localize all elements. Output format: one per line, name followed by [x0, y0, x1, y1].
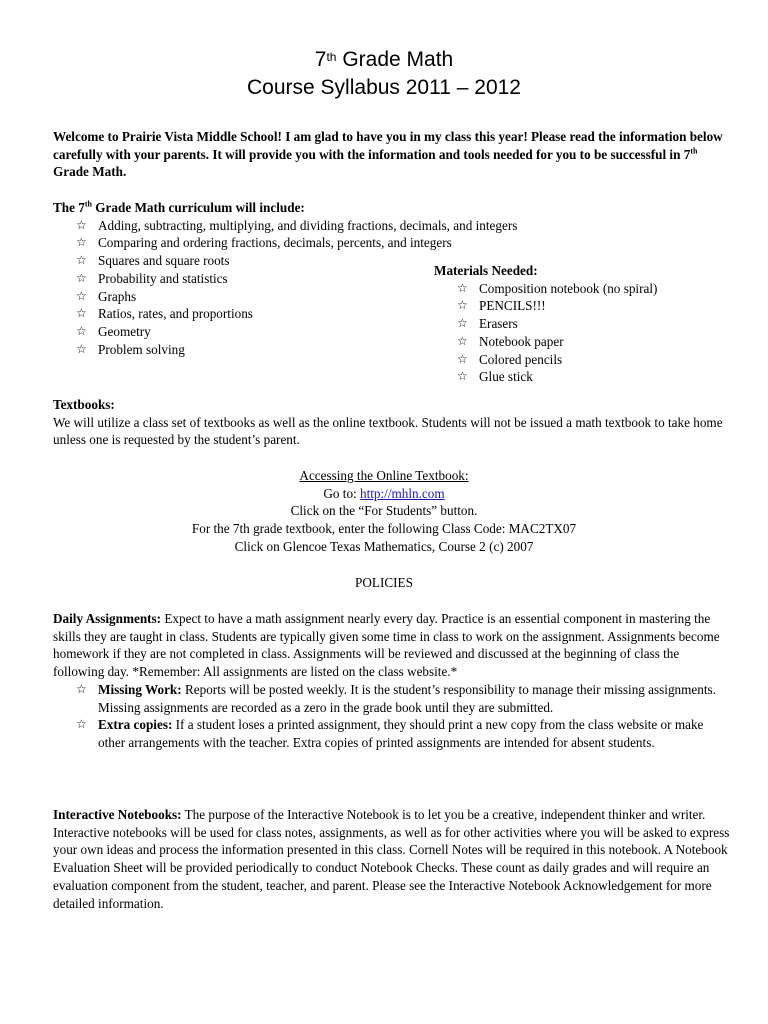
list-item-text: Glue stick [479, 369, 533, 385]
page-title [0, 47, 768, 73]
list-item [434, 280, 734, 298]
extra-copies-label: Extra copies: [98, 717, 173, 733]
online-heading: Accessing the Online Textbook: [299, 468, 469, 483]
policies-sublist [53, 681, 733, 752]
missing-work-text: Reports will be posted weekly. It is the student’s responsibility to manage their missing assignments. Missing assignments are recorded as a zero in the grade book until they are submitted. [98, 681, 716, 715]
online-step-students: Click on the “For Students” button. [290, 503, 478, 519]
list-item-text: PENCILS!!! [479, 298, 546, 314]
page-subtitle: Course Syllabus 2011 – 2012 [247, 76, 521, 99]
list-item [434, 351, 734, 369]
online-step-course: Click on Glencoe Texas Mathematics, Course 2 (c) 2007 [234, 538, 534, 554]
list-item-text: Squares and square roots [98, 253, 230, 269]
star-outline-icon: ☆ [457, 298, 468, 313]
textbooks-body: We will utilize a class set of textbooks as well as the online textbook. Students will not be issued a math textbook to take home unless one is requested by the student’s parent. [53, 414, 723, 448]
star-outline-icon: ☆ [76, 341, 87, 356]
list-item [434, 368, 734, 386]
policies-heading: POLICIES [355, 575, 413, 590]
online-textbook-link[interactable]: http://mhln.com [360, 485, 445, 501]
extra-copies-text: If a student loses a printed assignment, they should print a new copy from the class website or make other arrangements with the teacher. Extra copies of printed assignments are intended for absent students. [98, 717, 704, 750]
list-item [53, 234, 733, 252]
list-item [434, 333, 734, 351]
online-textbook-section [0, 467, 768, 556]
list-item-text: Graphs [98, 288, 137, 304]
materials-heading: Materials Needed: [434, 263, 538, 278]
star-outline-icon: ☆ [76, 306, 87, 321]
list-item-text: Ratios, rates, and proportions [98, 306, 253, 322]
curriculum-heading-text: The 7 [53, 200, 85, 215]
list-item-text: Erasers [479, 316, 518, 332]
star-outline-icon: ☆ [457, 333, 468, 348]
list-item-text: Adding, subtracting, multiplying, and dividing fractions, decimals, and integers [98, 217, 518, 233]
star-outline-icon: ☆ [76, 217, 87, 232]
curriculum-heading-superscript: th [84, 199, 92, 209]
star-outline-icon: ☆ [76, 681, 87, 696]
star-outline-icon: ☆ [457, 369, 468, 384]
title-grade-rest: Grade Math [336, 48, 454, 71]
daily-assignments-label: Daily Assignments: [53, 611, 162, 626]
curriculum-heading [53, 199, 733, 217]
welcome-superscript: th [690, 146, 698, 156]
materials-list [434, 280, 734, 386]
star-outline-icon: ☆ [76, 288, 87, 303]
welcome-paragraph [53, 128, 733, 181]
list-item [53, 217, 733, 235]
title-grade-number: 7 [314, 48, 327, 71]
materials-section [434, 262, 734, 386]
interactive-notebooks-paragraph [53, 806, 733, 912]
star-outline-icon: ☆ [457, 316, 468, 331]
daily-assignments-paragraph [53, 610, 733, 681]
list-item-text: Colored pencils [479, 351, 563, 367]
star-outline-icon: ☆ [457, 280, 468, 295]
curriculum-heading-end: Grade Math curriculum will include: [92, 200, 305, 215]
interactive-notebooks-text: The purpose of the Interactive Notebook is to let you be a creative, independent thinker and writer. Interactive notebooks will be used for class notes, assignments, as well as for other activities where you will be asked to express your own ideas and process the information presented in this class. Cornell Notes will be required in this notebook. A Notebook Evaluation Sheet will be provided periodically to conduct Notebook Checks. These count as daily grades and will require an evaluation component from the student, teacher, and parent. Please see the Interactive Notebook Acknowledgement for more detailed information. [53, 807, 730, 911]
daily-assignments-section [53, 610, 733, 752]
star-outline-icon: ☆ [76, 270, 87, 285]
list-item-text: Composition notebook (no spiral) [479, 280, 658, 296]
welcome-text: Welcome to Prairie Vista Middle School! I am glad to have you in my class this year! Please read the information below carefully with your parents. It will provide you with the information and tools needed for you to be successful in 7 [53, 129, 723, 162]
list-item [434, 315, 734, 333]
online-goto-label: Go to: [323, 485, 360, 501]
daily-assignments-text: Expect to have a math assignment nearly every day. Practice is an essential component in mastering the skills they are taught in class. Students are typically given some time in class to work on the assignment. Assignments become homework if they are not completed in class. Assignments will be reviewed and discussed at the beginning of class the following day. *Remember: All assignments are listed on the class website.* [53, 611, 720, 680]
interactive-notebooks-label: Interactive Notebooks: [53, 807, 182, 822]
star-outline-icon: ☆ [76, 323, 87, 338]
list-item-text: Comparing and ordering fractions, decimals, percents, and integers [98, 235, 452, 251]
list-item [53, 716, 733, 751]
interactive-notebooks-section [53, 806, 733, 912]
star-outline-icon: ☆ [76, 253, 87, 268]
list-item-text: Probability and statistics [98, 270, 228, 286]
star-outline-icon: ☆ [457, 351, 468, 366]
list-item [434, 297, 734, 315]
online-goto-line [0, 485, 768, 503]
missing-work-label: Missing Work: [98, 681, 182, 697]
online-step-class-code: For the 7th grade textbook, enter the following Class Code: MAC2TX07 [191, 521, 577, 537]
list-item-text: Notebook paper [479, 333, 564, 349]
list-item-text: Geometry [98, 323, 151, 339]
textbooks-heading: Textbooks: [53, 397, 115, 412]
star-outline-icon: ☆ [76, 235, 87, 250]
star-outline-icon: ☆ [76, 717, 87, 732]
welcome-text-end: Grade Math. [53, 164, 127, 180]
textbooks-section [53, 396, 733, 449]
list-item-text: Problem solving [98, 341, 185, 357]
list-item [53, 681, 733, 716]
title-grade-superscript: th [326, 50, 337, 64]
